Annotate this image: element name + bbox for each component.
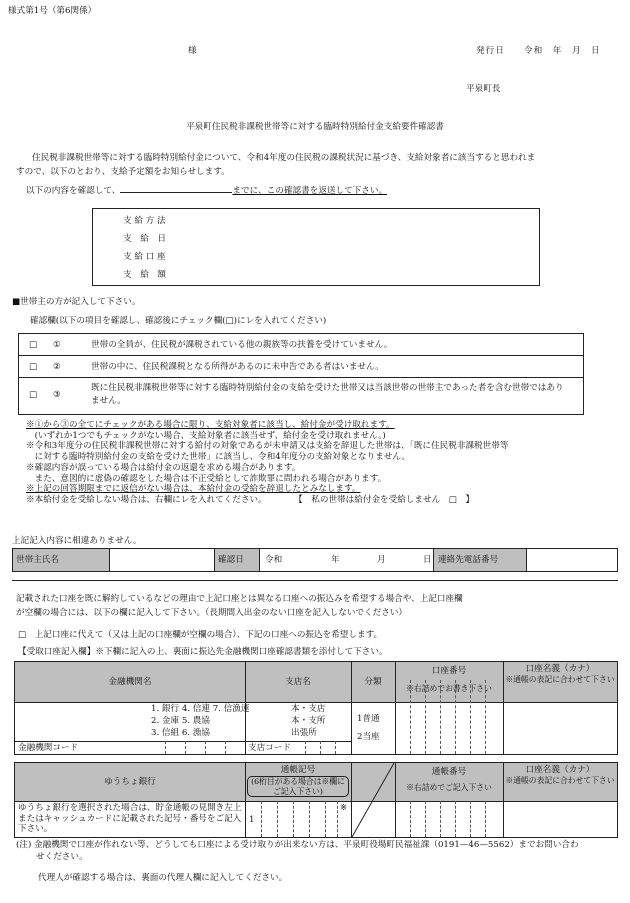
- yucho-mark: ※: [340, 803, 348, 813]
- document-title: 平泉町住民税非課税世帯等に対する臨時特別給付金支給要件確認書: [186, 122, 444, 132]
- note-5: ※確認内容が誤っている場合は給付金の返還を求める場合があります。: [26, 462, 301, 473]
- return-suffix: までに、この確認書を返送して下さい。: [232, 186, 388, 196]
- acct-type-2[interactable]: 2当座: [357, 732, 380, 742]
- check-table: [18, 333, 584, 415]
- check-box-3[interactable]: □: [29, 390, 38, 400]
- day-label: 日: [423, 555, 432, 565]
- payment-account-label: 支 給 口 座: [123, 252, 166, 262]
- return-instruction: [26, 183, 387, 197]
- decline-note: ※本給付金を受給しない場合は、右欄にレを入れてください。: [26, 495, 267, 506]
- yucho-first-digit: 1: [249, 815, 255, 825]
- confirm-date-label: 確認日: [218, 555, 244, 565]
- form-number: 様式第1号（第6関係）: [8, 6, 97, 16]
- inst-code-label: 金融機関コード: [18, 743, 79, 753]
- note-1: ※①から③の全てにチェックがある場合に限り、支給対象者に該当し、給付金が受け取れます。: [26, 420, 395, 430]
- yucho-symbol-note: (6桁目がある場合は※欄にご記入下さい): [247, 776, 349, 797]
- branch-type-1: 本・支店: [291, 704, 326, 714]
- check-num-2: ②: [53, 362, 61, 372]
- householder-note: ■世帯主の方が記入して下さい。: [12, 297, 141, 307]
- branch-type-3: 出張所: [291, 728, 317, 738]
- bank-table: [14, 661, 618, 755]
- account-para-2: が空欄の場合には、以下の欄に記入して下さい。（長期間入出金のない口座を記入しないでください）: [16, 608, 408, 618]
- header-kana: 口座名義（カナ）: [525, 664, 595, 674]
- yucho-kana-note: ※通帳の表記に合わせて下さい: [505, 776, 615, 785]
- confirm-statement: 上記記入内容に相違ありません。: [12, 536, 142, 546]
- header-number: 口座番号: [431, 666, 467, 676]
- phone-label: 連絡先電話番号: [438, 555, 499, 565]
- decline-checkbox[interactable]: 【 私の世帯は給付金を受給しません □ 】: [294, 495, 475, 506]
- note-7: ※上記の回答期限までに返信がない場合は、本給付金の受給を辞退したとみなします。: [26, 484, 361, 495]
- footnote-2: せください。: [36, 852, 88, 862]
- householder-name-label: 世帯主氏名: [16, 555, 59, 565]
- check-text-2: 世帯の中に、住民税課税となる所得があるのに未申告である者はいません。: [91, 362, 384, 372]
- month-label: 月: [377, 555, 386, 565]
- header-branch: 支店名: [285, 677, 311, 687]
- yucho-description: ゆうちょ銀行を選択された場合は、貯金通帳の見開き左上またはキャッシュカードに記載された記号・番号をご記入下さい。: [18, 803, 242, 835]
- section-divider: [12, 580, 618, 581]
- inst-type-2: 2. 金庫 5. 農協: [151, 716, 210, 726]
- footnote-1: (注) 金融機関で口座が作れない等、どうしても口座による受け取りが出来ない方は、平泉町役場町民福祉課（0191—46—5562）までお問い合わ: [16, 840, 579, 850]
- yucho-table: [14, 762, 618, 838]
- branch-code-label: 支店コード: [248, 743, 291, 753]
- year-label: 年: [331, 555, 340, 565]
- account-para-1: 記載された口座を既に解約しているなどの理由で上記口座とは異なる口座への振込みを希望する場合や、上記口座欄: [16, 594, 463, 604]
- return-deadline-blank[interactable]: [120, 183, 232, 193]
- agent-note: 代理人が確認する場合は、裏面の代理人欄に記入してください。: [38, 873, 288, 883]
- receiving-heading: 【受取口座記入欄】※下欄に記入の上、裏面に振込先金融機関口座確認書類を添付して下さい。: [18, 647, 388, 657]
- decline-row: [26, 495, 616, 506]
- check-box-2[interactable]: □: [29, 362, 38, 372]
- yucho-symbol-header: 通帳記号: [280, 765, 316, 775]
- diagonal-slash: [352, 763, 395, 837]
- note-3: ※令和3年度分の住民税非課税世帯に対する給付の対象であるが未申請又は支給を辞退した世帯は、「既に住民税非課税世帯等: [26, 441, 509, 452]
- acct-type-1[interactable]: 1普通: [357, 714, 380, 724]
- return-prefix: 以下の内容を確認して、: [26, 186, 121, 196]
- note-6: また、意図的に虚偽の確認をした場合は不正受給として詐欺罪に問われる場合があります。: [26, 473, 387, 484]
- payment-info-box: [92, 208, 540, 286]
- notes: [26, 420, 616, 506]
- yucho-number-header: 通帳番号: [431, 767, 467, 777]
- alt-account-check[interactable]: □ 上記口座に代えて（又は上記の口座欄が空欄の場合）、下記の口座への振込を希望します。: [18, 630, 383, 640]
- inst-type-1: 1. 銀行 4. 信連 7. 信漁連: [151, 704, 250, 714]
- header-kana-note: ※通帳の表記に合わせて下さい: [505, 675, 615, 684]
- check-text-1: 世帯の全員が、住民税が課税されている他の親族等の扶養を受けていません。: [91, 340, 393, 350]
- header-number-note: ※右詰めでお書き下さい: [406, 684, 492, 693]
- era-label: 令和: [265, 555, 283, 565]
- payment-amount-label: 支 給 額: [123, 270, 166, 280]
- intro-line-2: すので、以下のとおり、支給予定額をお知らせします。: [16, 167, 230, 177]
- payment-date-label: 支 給 日: [123, 234, 166, 244]
- intro-line-1: 住民税非課税世帯等に対する臨時特別給付金について、令和4年度の住民税の課税状況に基づき、支給対象者に該当すると思われま: [32, 153, 536, 163]
- signature-row: [12, 548, 618, 572]
- yucho-name: ゆうちょ銀行: [104, 777, 156, 787]
- yucho-kana-header: 口座名義（カナ）: [525, 765, 595, 775]
- branch-type-2: 本・支所: [291, 716, 326, 726]
- issue-date: 発行日 令和 年 月 日: [476, 46, 601, 56]
- note-4: に対する臨時特別給付金の支給を受けた世帯」に該当し、令和4年度分の支給対象となりません。: [26, 452, 411, 463]
- inst-type-3: 3. 信組 6. 漁協: [151, 728, 210, 738]
- check-instruction: 確認欄(以下の項目を確認し、確認後にチェック欄(□)にレを入れてください): [30, 316, 327, 326]
- householder-name-field[interactable]: [110, 549, 214, 571]
- check-box-1[interactable]: □: [29, 340, 38, 350]
- addressee-suffix: 様: [188, 46, 197, 56]
- issuer: 平泉町長: [466, 84, 501, 94]
- phone-field[interactable]: [527, 549, 617, 571]
- header-institution: 金融機関名: [108, 677, 152, 687]
- note-2: (いずれか1つでもチェックがない場合、支給対象者に該当せず、給付金を受け取れません。): [26, 430, 386, 441]
- check-num-1: ①: [53, 340, 61, 350]
- check-text-3: 既に住民税非課税世帯等に対する臨時特別給付金の支給を受けた世帯又は当該世帯の世帯主であった者を含む世帯ではありません。: [91, 383, 564, 407]
- yucho-number-note: ※右詰めでご記入下さい: [406, 783, 492, 792]
- payment-method-label: 支 給 方 法: [123, 216, 166, 226]
- header-type: 分類: [364, 677, 382, 687]
- check-num-3: ③: [53, 390, 61, 400]
